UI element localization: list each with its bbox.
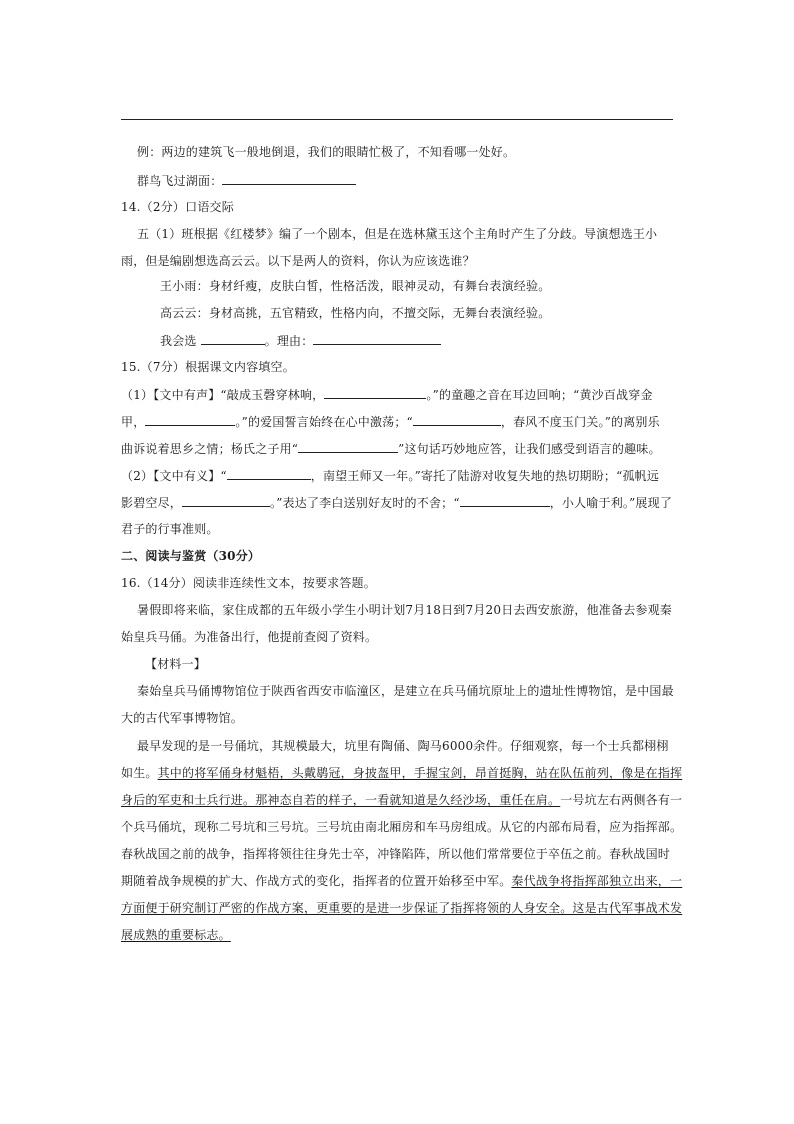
choose-label: 我会选	[160, 334, 197, 348]
passage-text: 如生。	[121, 766, 158, 780]
material-1-line-3: 最早发现的是一号俑坑，其规模最大，坑里有陶俑、陶马6000余件。仔细观察，每一个士兵都栩栩	[137, 739, 669, 753]
passage-text: 期随着战争规模的扩大、作战方式的变化，指挥者的位置开始移至中军。	[121, 874, 512, 888]
choice-blank[interactable]	[201, 332, 265, 345]
q14-paragraph-line-2: 雨，但是编剧想选高云云。以下是两人的资料，你认为应该选谁？	[121, 254, 475, 268]
q15-line-1	[121, 386, 653, 403]
q14-candidate-gao: 高云云：身材高挑，五官精致，性格内向，不擅交际，无舞台表演经验。	[160, 306, 551, 320]
example-line: 例：两边的建筑飞一般地倒退，我们的眼睛忙极了，不知看哪一处好。	[137, 145, 516, 159]
q15-text: 。”的爱国誓言始终在心中激荡；“	[235, 415, 413, 429]
birds-line	[137, 172, 356, 189]
passage-text: 一号坑左右两侧各有一	[560, 793, 683, 807]
q15-text: 影碧空尽，	[121, 496, 183, 510]
material-1-line-4	[121, 765, 682, 781]
q16-intro-line-2: 始皇兵马俑。为准备出行，他提前查阅了资料。	[121, 630, 378, 644]
q15-text: ，春风不度玉门关。”的离别乐	[500, 415, 660, 429]
q15-line-6: 君子的行事准则。	[121, 522, 219, 536]
underlined-sentence: 身后的军吏和士兵行进。那神态自若的样子，一看就知道是久经沙场，重任在肩。	[121, 793, 561, 807]
header-rule	[121, 119, 673, 120]
q16-intro-line-1: 暑假即将来临，家住成都的五年级小学生小明计划7月18日到7月20日去西安旅游，他准备去参观秦	[137, 603, 673, 617]
birds-label: 群鸟飞过湖面：	[137, 174, 223, 188]
underlined-sentence: 方面便于研究制订严密的作战方案，更重要的是进一步保证了指挥将领的人身安全。这是古代军事战术发	[121, 901, 683, 915]
underlined-sentence: 秦代战争将指挥部独立出来，一	[511, 874, 683, 888]
q14-answer-line	[160, 332, 441, 349]
q15-text: ”这句话巧妙地应答，让我们感受到语言的趣味。	[398, 442, 661, 456]
question-16-header: 16.（14分）阅读非连续性文本，按要求答题。	[121, 576, 376, 590]
q15-blank-4[interactable]	[298, 440, 398, 453]
question-15-header: 15.（7分）根据课文内容填空。	[121, 360, 295, 374]
q15-line-3	[121, 440, 661, 457]
q15-line-4	[121, 467, 659, 484]
q14-paragraph-line-1: 五（1）班根据《红楼梦》编了一个剧本，但是在选林黛玉这个主角时产生了分歧。导演想选王小	[137, 227, 658, 241]
answer-blank[interactable]	[222, 172, 356, 185]
material-1-line-5	[121, 792, 682, 808]
material-1-line-9	[121, 900, 682, 916]
question-14-header: 14.（2分）口语交际	[121, 200, 234, 214]
material-1-label: 【材料一】	[145, 657, 207, 671]
material-1-line-6: 个兵马俑坑，现称二号坑和三号坑。三号坑由南北厢房和车马房组成。从它的内部布局看，应为指挥部。	[121, 820, 683, 834]
q15-blank-5[interactable]	[227, 467, 311, 480]
underlined-sentence: 其中的将军俑身材魁梧，头戴鹖冠，身披盔甲，手握宝剑，昂首挺胸，站在队伍前列，像是在指挥	[157, 766, 683, 780]
q15-blank-3[interactable]	[413, 413, 501, 426]
q15-text: 曲诉说着思乡之情；杨氏之子用“	[121, 442, 299, 456]
q15-line-2	[121, 413, 660, 430]
reason-blank[interactable]	[313, 332, 441, 345]
q15-text: 。”的童趣之音在耳边回响；“黄沙百战穿金	[426, 388, 653, 402]
q15-blank-2[interactable]	[145, 413, 235, 426]
q15-line-5	[121, 494, 672, 511]
material-1-line-10	[121, 927, 231, 943]
reason-label: 。理由：	[264, 334, 314, 348]
material-1-line-8	[121, 873, 682, 889]
underlined-sentence: 展成熟的重要标志。	[121, 928, 231, 942]
q15-text: ，南望王师又一年。”寄托了陆游对收复失地的热切期盼；“孤帆远	[310, 469, 660, 483]
q14-candidate-wang: 王小雨：身材纤瘦，皮肤白皙，性格活泼，眼神灵动，有舞台表演经验。	[160, 279, 551, 293]
q15-text: （2）【文中有义】“	[121, 469, 227, 483]
q15-blank-7[interactable]	[460, 494, 550, 507]
q15-text: （1）【文中有声】“敲成玉磬穿林响，	[121, 388, 325, 402]
material-1-line-1: 秦始皇兵马俑博物馆位于陕西省西安市临潼区，是建立在兵马俑坑原址上的遗址性博物馆，是中国最	[137, 684, 674, 698]
section-2-title: 二、阅读与鉴赏（30分）	[121, 549, 261, 563]
q15-blank-6[interactable]	[182, 494, 270, 507]
q15-text: 。”表达了李白送别好友时的不舍；“	[270, 496, 460, 510]
q15-text: 甲，	[121, 415, 146, 429]
material-1-line-7: 春秋战国之前的战争，指挥将领往往身先士卒，冲锋陷阵，所以他们常常要位于卒伍之前。春秋战国时	[121, 847, 671, 861]
q15-blank-1[interactable]	[324, 386, 426, 399]
q15-text: ，小人喻于利。”展现了	[549, 496, 673, 510]
material-1-line-2: 大的古代军事博物馆。	[121, 711, 244, 725]
